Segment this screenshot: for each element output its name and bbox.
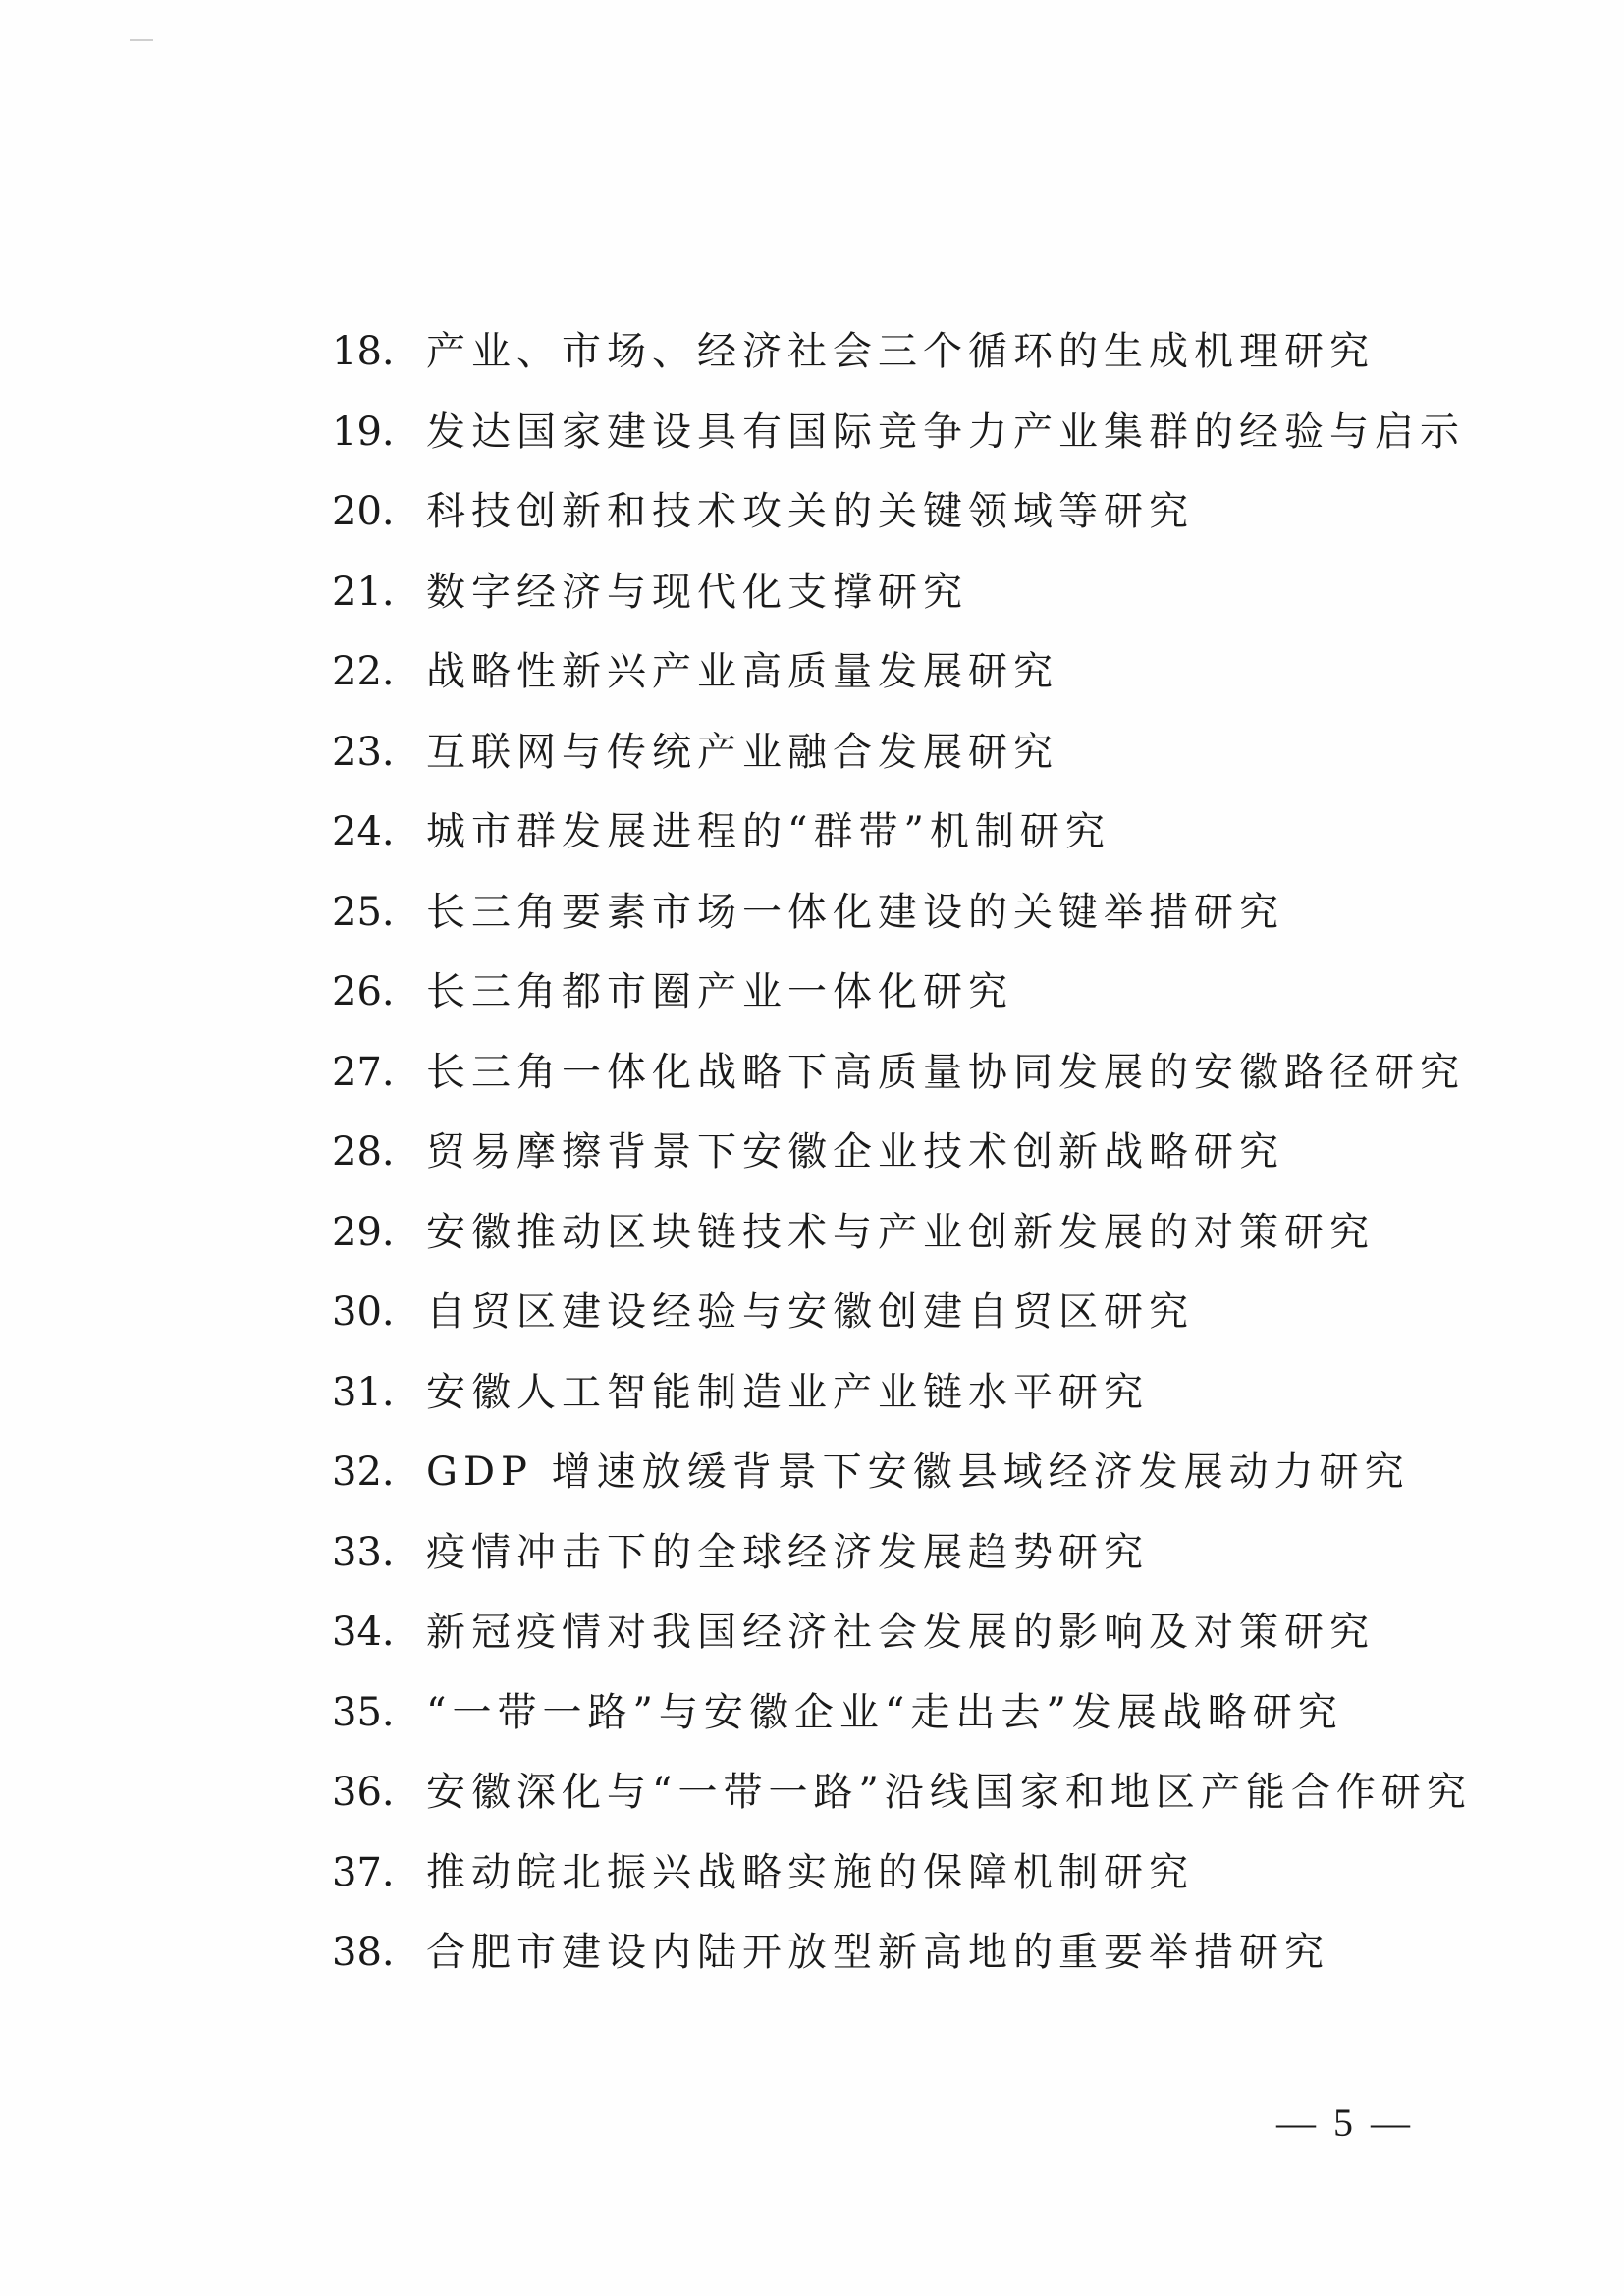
list-item bbox=[332, 1923, 1530, 2003]
list-item bbox=[332, 642, 1530, 723]
item-number: 23. bbox=[332, 729, 395, 775]
page-number: — 5 — bbox=[1276, 2101, 1414, 2145]
list-item bbox=[332, 962, 1530, 1043]
item-text: 长三角要素市场一体化建设的关键举措研究 bbox=[426, 889, 1284, 935]
item-number: 31. bbox=[332, 1369, 395, 1415]
list-item bbox=[332, 1443, 1530, 1523]
item-text: GDP 增速放缓背景下安徽县域经济发展动力研究 bbox=[426, 1449, 1410, 1495]
list-item bbox=[332, 1043, 1530, 1123]
item-text: 贸易摩擦背景下安徽企业技术创新战略研究 bbox=[426, 1129, 1284, 1175]
item-number: 24. bbox=[332, 809, 395, 854]
scan-mark bbox=[130, 39, 153, 41]
list-item bbox=[332, 1763, 1530, 1843]
item-number: 29. bbox=[332, 1209, 395, 1255]
item-text: 数字经济与现代化支撑研究 bbox=[426, 569, 968, 615]
list-item bbox=[332, 1603, 1530, 1683]
item-text: 安徽深化与“一带一路”沿线国家和地区产能合作研究 bbox=[426, 1770, 1472, 1815]
list-item bbox=[332, 1843, 1530, 1924]
item-number: 37. bbox=[332, 1849, 395, 1895]
item-text: 新冠疫情对我国经济社会发展的影响及对策研究 bbox=[426, 1610, 1375, 1655]
item-number: 34. bbox=[332, 1610, 395, 1655]
list-item bbox=[332, 482, 1530, 563]
item-number: 25. bbox=[332, 889, 395, 935]
item-number: 38. bbox=[332, 1930, 395, 1975]
item-number: 26. bbox=[332, 969, 395, 1014]
item-number: 28. bbox=[332, 1129, 395, 1175]
list-item bbox=[332, 322, 1530, 403]
item-text: 安徽推动区块链技术与产业创新发展的对策研究 bbox=[426, 1209, 1375, 1255]
item-text: 自贸区建设经验与安徽创建自贸区研究 bbox=[426, 1289, 1194, 1335]
item-number: 20. bbox=[332, 489, 395, 534]
list-item bbox=[332, 802, 1530, 883]
item-text: 战略性新兴产业高质量发展研究 bbox=[426, 649, 1058, 694]
item-text: 城市群发展进程的“群带”机制研究 bbox=[426, 809, 1110, 854]
list-item bbox=[332, 723, 1530, 803]
item-text: 发达国家建设具有国际竞争力产业集群的经验与启示 bbox=[426, 409, 1465, 455]
item-text: 推动皖北振兴战略实施的保障机制研究 bbox=[426, 1849, 1194, 1895]
item-number: 21. bbox=[332, 569, 395, 615]
list-item bbox=[332, 1363, 1530, 1444]
topic-list bbox=[332, 322, 1530, 2003]
item-number: 33. bbox=[332, 1529, 395, 1575]
item-number: 30. bbox=[332, 1289, 395, 1335]
list-item bbox=[332, 563, 1530, 643]
item-text: 长三角都市圈产业一体化研究 bbox=[426, 969, 1013, 1014]
list-item bbox=[332, 1203, 1530, 1284]
list-item bbox=[332, 1523, 1530, 1604]
item-text: 合肥市建设内陆开放型新高地的重要举措研究 bbox=[426, 1930, 1329, 1975]
item-text: 安徽人工智能制造业产业链水平研究 bbox=[426, 1369, 1149, 1415]
item-number: 22. bbox=[332, 649, 395, 694]
item-number: 19. bbox=[332, 409, 395, 455]
item-text: 互联网与传统产业融合发展研究 bbox=[426, 729, 1058, 775]
item-text: 疫情冲击下的全球经济发展趋势研究 bbox=[426, 1529, 1149, 1575]
item-text: “一带一路”与安徽企业“走出去”发展战略研究 bbox=[426, 1689, 1343, 1735]
list-item bbox=[332, 1283, 1530, 1363]
item-text: 产业、市场、经济社会三个循环的生成机理研究 bbox=[426, 329, 1375, 374]
item-number: 35. bbox=[332, 1689, 395, 1735]
list-item bbox=[332, 883, 1530, 963]
item-number: 36. bbox=[332, 1770, 395, 1815]
list-item bbox=[332, 1683, 1530, 1764]
list-item bbox=[332, 1122, 1530, 1203]
item-text: 长三角一体化战略下高质量协同发展的安徽路径研究 bbox=[426, 1049, 1465, 1095]
item-number: 32. bbox=[332, 1449, 395, 1495]
item-text: 科技创新和技术攻关的关键领域等研究 bbox=[426, 489, 1194, 534]
item-number: 18. bbox=[332, 329, 395, 374]
list-item bbox=[332, 403, 1530, 483]
item-number: 27. bbox=[332, 1049, 395, 1095]
